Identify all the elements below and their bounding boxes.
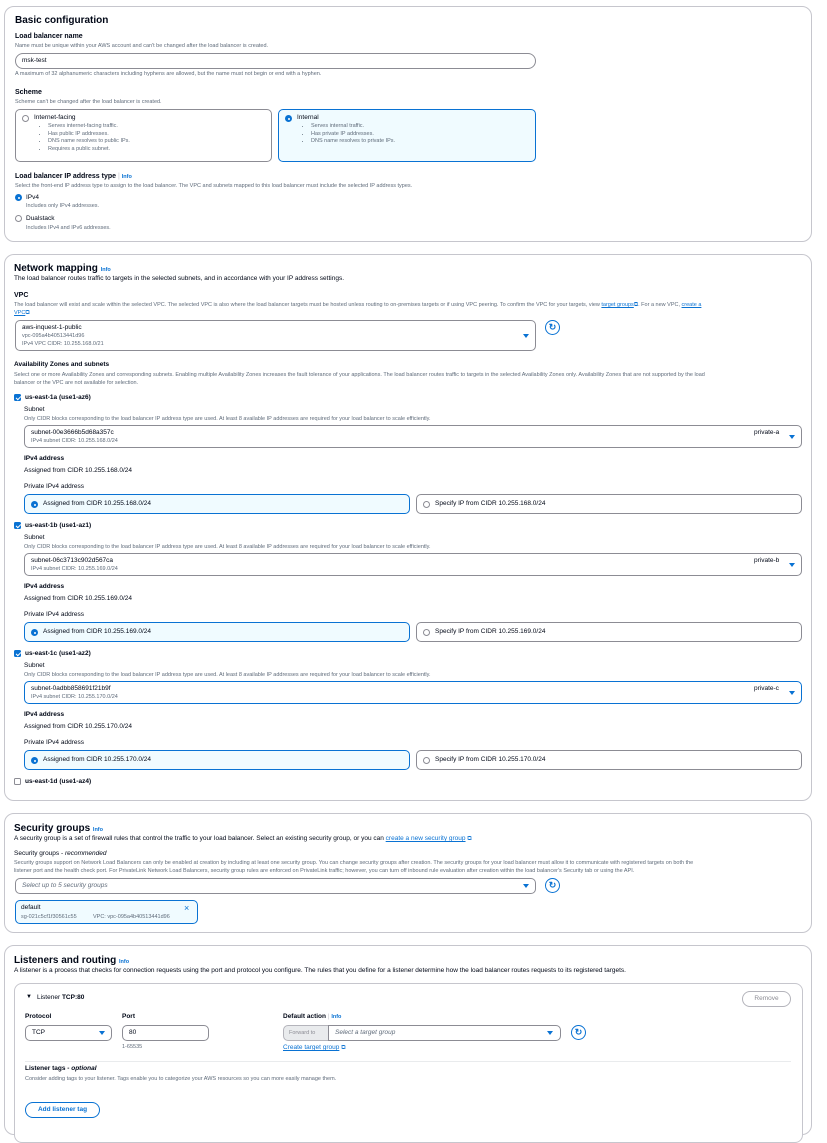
name-value: msk-test — [22, 57, 47, 64]
availability-zone-d — [5, 777, 813, 789]
az-desc: Select one or more Availability Zones and corresponding subnets. Enabling multiple Availability Zones increases the fault tolerance of your applications. The load balancer routes traffic to targets in the selected Availability Zones only. Availability Zones that are not supported by the load — [14, 372, 705, 378]
tags-label-opt: optional — [71, 1065, 97, 1072]
subnet-desc: Only CIDR blocks corresponding to the load balancer IP address type are used. At least 8 available IP addresses are required for your load balancer to scale efficiently. — [24, 416, 431, 422]
option-assigned-from-cidr[interactable] — [24, 622, 410, 642]
name-hint: A maximum of 32 alphanumeric characters including hyphens are allowed, but the name must not begin or end with a hyphen. — [15, 71, 322, 77]
bullet: • Has public IP addresses. — [48, 131, 130, 139]
divider — [25, 1061, 791, 1062]
vpc-id: vpc-095a4b40513441d96 — [22, 333, 85, 339]
option-label: Assigned from CIDR 10.255.169.0/24 — [43, 628, 152, 635]
target-group-select[interactable] — [328, 1025, 561, 1041]
availability-zone-a — [5, 393, 813, 518]
private-ipv4-label: Private IPv4 address — [24, 739, 84, 746]
port-hint: 1-65535 — [122, 1044, 143, 1050]
scheme-internal[interactable] — [278, 109, 536, 162]
vpc-select[interactable] — [15, 320, 536, 351]
info-link[interactable]: Info — [121, 174, 132, 180]
scheme-label: Internet-facing — [34, 114, 76, 121]
protocol-value: TCP — [32, 1029, 45, 1036]
security-groups-select[interactable] — [15, 878, 536, 894]
az-checkbox[interactable] — [14, 650, 21, 657]
radio[interactable] — [31, 501, 38, 508]
sg-label-text: Security groups - — [14, 850, 65, 857]
radio[interactable] — [423, 757, 430, 764]
az-checkbox[interactable] — [14, 394, 21, 401]
subnet-desc: Only CIDR blocks corresponding to the load balancer IP address type are used. At least 8 available IP addresses are required for your load balancer to scale efficiently. — [24, 672, 431, 678]
token-name: default — [21, 904, 41, 911]
refresh-icon[interactable]: ↻ — [545, 320, 560, 335]
caret-down-icon — [789, 691, 795, 695]
option-specify-ip[interactable] — [416, 494, 802, 514]
title-text: Network mapping — [14, 263, 98, 274]
radio[interactable] — [31, 757, 38, 764]
subnet-select[interactable] — [24, 681, 802, 704]
radio-internal[interactable] — [285, 115, 292, 122]
listener-name: TCP:80 — [61, 994, 85, 1001]
az-checkbox[interactable] — [14, 778, 21, 785]
caret-down-icon — [523, 334, 529, 338]
token-id: sg-021c5cf1f30561c55 — [21, 914, 77, 920]
ipv4-label: IPv4 address — [24, 455, 65, 462]
title-text: Security groups — [14, 823, 91, 834]
private-ipv4-label: Private IPv4 address — [24, 483, 84, 490]
az-name: us-east-1b (use1-az1) — [25, 522, 92, 529]
section-desc: The load balancer routes traffic to targets in the selected subnets, and in accordance with your IP address settings. — [14, 275, 345, 282]
ipv4-label: IPv4 — [26, 194, 40, 201]
info-link[interactable]: Info — [119, 959, 130, 965]
radio[interactable] — [31, 629, 38, 636]
scheme-bullets — [48, 123, 130, 153]
network-mapping-panel — [4, 254, 812, 801]
action-label-text: Default action — [283, 1013, 326, 1020]
az-checkbox[interactable] — [14, 522, 21, 529]
subnet-tag: private-a — [754, 429, 780, 436]
sg-desc: Security groups support on Network Load Balancers can only be enabled at creation by including at least one security group. You can change security groups after creation. The security groups for your load balancer must allow it to communicate with registered targets on both the — [14, 860, 694, 866]
remove-button[interactable]: Remove — [742, 991, 791, 1007]
external-link-icon: ⧉ — [467, 836, 472, 842]
caret-down-icon — [547, 1031, 553, 1035]
port-value: 80 — [129, 1029, 137, 1036]
subnet-id: subnet-00e3666b5d68a357c — [31, 429, 114, 436]
radio-internet-facing[interactable] — [22, 115, 29, 122]
scheme-label: Internal — [297, 114, 319, 121]
radio[interactable] — [423, 501, 430, 508]
vpc-desc-line2 — [14, 310, 30, 317]
option-specify-ip[interactable] — [416, 622, 802, 642]
info-link[interactable]: Info — [331, 1014, 342, 1020]
ipv4-assigned: Assigned from CIDR 10.255.168.0/24 — [24, 467, 133, 474]
listener-header — [37, 995, 84, 1002]
create-target-group-link[interactable]: Create target group — [283, 1044, 340, 1051]
create-target-group-link-wrap — [283, 1045, 345, 1052]
info-link[interactable]: Info — [100, 267, 111, 273]
security-group-token — [15, 900, 198, 924]
radio-dualstack[interactable] — [15, 215, 22, 222]
scheme-bullets — [311, 123, 395, 146]
scheme-label: Scheme — [15, 89, 42, 96]
scheme-internet-facing[interactable] — [15, 109, 272, 162]
radio[interactable] — [423, 629, 430, 636]
section-title — [14, 956, 129, 966]
subnet-id: subnet-06c3713c902d567ca — [31, 557, 114, 564]
create-security-group-link[interactable]: create a new security group — [385, 835, 466, 842]
create-vpc-link-cont[interactable]: VPC — [14, 310, 26, 316]
subnet-cidr: IPv4 subnet CIDR: 10.255.168.0/24 — [31, 438, 118, 444]
name-desc: Name must be unique within your AWS account and can't be changed after the load balancer is created. — [15, 43, 269, 49]
dualstack-desc: Includes IPv4 and IPv6 addresses. — [26, 225, 111, 231]
ip-type-label: Load balancer IP address type | Info — [15, 173, 132, 180]
subnet-label: Subnet — [24, 534, 45, 541]
availability-zone-b — [5, 521, 813, 646]
vpc-desc — [14, 302, 701, 309]
token-vpc: VPC: vpc-095a4b40513441d96 — [93, 914, 170, 920]
subnet-cidr: IPv4 subnet CIDR: 10.255.169.0/24 — [31, 566, 118, 572]
subnet-select[interactable] — [24, 425, 802, 448]
az-name: us-east-1d (use1-az4) — [25, 778, 92, 785]
tags-desc: Consider adding tags to your listener. Tags enable you to categorize your AWS resources so you can more easily manage them. — [25, 1076, 337, 1082]
subnet-tag: private-b — [754, 557, 780, 564]
section-title: Basic configuration — [15, 15, 109, 26]
placeholder: Select up to 5 security groups — [22, 882, 108, 889]
sg-desc-line2: listener port and the health check port. For PrivateLink Network Load Balancers, security group rules are enforced on PrivateLink traffic; however, you can turn off inbound rule evaluation after creation within the load balancer's Security tab or using the API. — [14, 868, 635, 874]
option-specify-ip[interactable] — [416, 750, 802, 770]
ipv4-assigned: Assigned from CIDR 10.255.170.0/24 — [24, 723, 133, 730]
info-link[interactable]: Info — [92, 827, 104, 833]
vpc-desc-text: The load balancer will exist and scale within the selected VPC. The selected VPC is also where the load balancer targets must be hosted unless routing to on-premises targets or if using VPC peering. To confirm the VPC for your targets, view — [14, 302, 600, 308]
protocol-select[interactable] — [25, 1025, 112, 1041]
dualstack-label: Dualstack — [26, 215, 55, 222]
bullet: • Requires a public subnet. — [48, 146, 130, 154]
ip-type-desc: Select the front-end IP address type to assign to the load balancer. The VPC and subnets mapped to this load balancer must include the selected IP address types. — [15, 183, 413, 189]
option-label: Specify IP from CIDR 10.255.169.0/24 — [435, 628, 546, 635]
name-label: Load balancer name — [15, 33, 83, 40]
port-label: Port — [122, 1013, 135, 1020]
bullet: • DNS name resolves to public IPs. — [48, 138, 130, 146]
desc-text: A security group is a set of firewall rules that control the traffic to your load balancer. Select an existing security group, or you can — [14, 835, 384, 842]
security-groups-panel — [4, 813, 812, 933]
load-balancer-name-input[interactable] — [15, 53, 536, 69]
vpc-desc-text2: . For a new VPC, — [638, 302, 680, 308]
az-name: us-east-1c (use1-az2) — [25, 650, 91, 657]
external-link-icon: ⧉ — [25, 310, 30, 316]
listener-label: Listener — [37, 994, 61, 1001]
external-link-icon: ⧉ — [341, 1045, 346, 1051]
tags-label-text: Listener tags - — [25, 1065, 72, 1072]
vpc-cidr: IPv4 VPC CIDR: 10.255.168.0/21 — [22, 341, 104, 347]
section-desc: A listener is a process that checks for connection requests using the port and protocol you configure. The rules that you define for a listener determine how the load balancer routes requests to its registered targets. — [14, 967, 626, 974]
basic-configuration-panel — [4, 6, 812, 242]
section-desc — [14, 836, 472, 843]
private-ipv4-label: Private IPv4 address — [24, 611, 84, 618]
option-label: Assigned from CIDR 10.255.168.0/24 — [43, 500, 152, 507]
radio-ipv4[interactable] — [15, 194, 22, 201]
az-desc-line2: balancer or the VPC are not available for selection. — [14, 380, 139, 386]
external-link-icon: ⧉ — [633, 302, 639, 308]
subnet-select[interactable] — [24, 553, 802, 576]
refresh-icon[interactable]: ↻ — [571, 1025, 586, 1040]
create-vpc-link[interactable]: create a — [681, 302, 702, 308]
listeners-panel — [4, 945, 812, 1135]
refresh-icon[interactable]: ↻ — [545, 878, 560, 893]
subnet-label: Subnet — [24, 662, 45, 669]
option-assigned-from-cidr[interactable] — [24, 494, 410, 514]
subnet-tag: private-c — [754, 685, 779, 692]
ipv4-desc: Includes only IPv4 addresses. — [26, 203, 100, 209]
sg-label-opt: recommended — [64, 850, 107, 857]
ipv4-label: IPv4 address — [24, 711, 65, 718]
listener-card — [14, 983, 803, 1143]
vpc-name: aws-inquest-1-public — [22, 324, 82, 331]
caret-down-icon — [99, 1031, 105, 1035]
section-title — [14, 264, 111, 274]
bullet: • Serves internet-facing traffic. — [48, 123, 130, 131]
availability-zone-c — [5, 649, 813, 774]
option-label: Specify IP from CIDR 10.255.170.0/24 — [435, 756, 546, 763]
title-text: Listeners and routing — [14, 955, 117, 966]
forward-to-text: Forward to — [289, 1030, 316, 1036]
caret-expanded-icon[interactable]: ▼ — [26, 994, 32, 1000]
sg-label — [14, 851, 107, 858]
listener-tags-label — [25, 1066, 97, 1073]
subnet-id: subnet-0adbb858691f21b9f — [31, 685, 111, 692]
ipv4-label: IPv4 address — [24, 583, 65, 590]
default-action-label: Default action | Info — [283, 1013, 342, 1020]
close-icon[interactable]: × — [184, 903, 190, 913]
bullet: • Serves internal traffic. — [311, 123, 395, 131]
option-label: Specify IP from CIDR 10.255.168.0/24 — [435, 500, 546, 507]
port-input[interactable] — [122, 1025, 209, 1041]
caret-down-icon — [789, 563, 795, 567]
ipv4-assigned: Assigned from CIDR 10.255.169.0/24 — [24, 595, 133, 602]
protocol-label: Protocol — [25, 1013, 52, 1020]
scheme-desc: Scheme can't be changed after the load balancer is created. — [15, 99, 162, 105]
target-groups-link[interactable]: target groups — [601, 302, 634, 308]
vpc-label: VPC — [14, 292, 29, 299]
az-name: us-east-1a (use1-az6) — [25, 394, 91, 401]
caret-down-icon — [523, 884, 529, 888]
az-label: Availability Zones and subnets — [14, 361, 110, 368]
forward-to-label — [283, 1025, 329, 1041]
bullet: • DNS name resolves to private IPs. — [311, 138, 395, 146]
option-assigned-from-cidr[interactable] — [24, 750, 410, 770]
subnet-cidr: IPv4 subnet CIDR: 10.255.170.0/24 — [31, 694, 118, 700]
subnet-label: Subnet — [24, 406, 45, 413]
subnet-desc: Only CIDR blocks corresponding to the load balancer IP address type are used. At least 8 available IP addresses are required for your load balancer to scale efficiently. — [24, 544, 431, 550]
bullet: • Has private IP addresses. — [311, 131, 395, 139]
section-title — [14, 824, 103, 834]
placeholder: Select a target group — [335, 1029, 396, 1036]
option-label: Assigned from CIDR 10.255.170.0/24 — [43, 756, 152, 763]
ip-type-label-text: Load balancer IP address type — [15, 173, 117, 180]
add-listener-tag-button[interactable]: Add listener tag — [25, 1102, 100, 1118]
caret-down-icon — [789, 435, 795, 439]
